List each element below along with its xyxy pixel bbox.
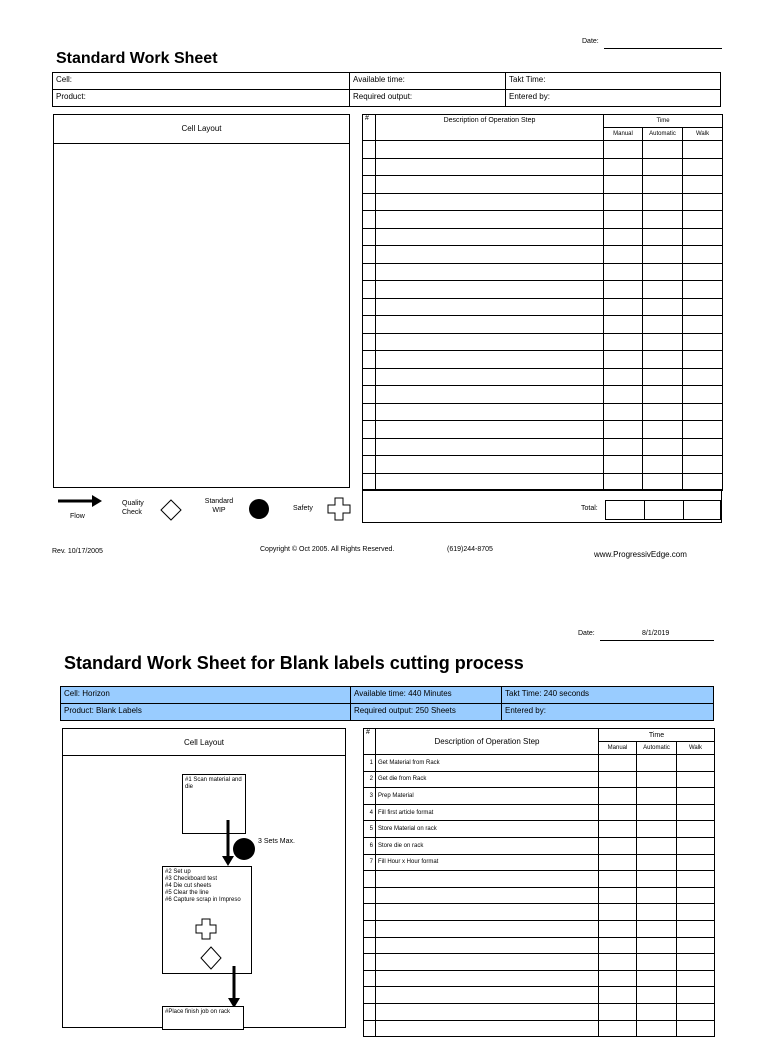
step-description-cell[interactable] — [376, 987, 599, 1004]
time-cell[interactable] — [683, 263, 723, 281]
time-cell[interactable] — [604, 176, 643, 194]
time-cell[interactable] — [599, 1020, 637, 1037]
time-cell[interactable] — [599, 837, 637, 854]
date-value: 8/1/2019 — [642, 630, 670, 637]
step-description-cell[interactable] — [376, 368, 604, 386]
time-cell[interactable] — [604, 368, 643, 386]
time-cell[interactable] — [643, 351, 683, 369]
time-cell[interactable] — [643, 333, 683, 351]
time-cell[interactable] — [604, 438, 643, 456]
step-description-cell[interactable]: Fill first article format — [376, 804, 599, 821]
time-cell[interactable] — [637, 887, 677, 904]
takt-time-field-2[interactable]: Takt Time: 240 seconds — [501, 686, 714, 704]
entered-by-field-2[interactable]: Entered by: — [501, 703, 714, 721]
time-cell[interactable] — [637, 771, 677, 788]
time-cell[interactable] — [604, 351, 643, 369]
step-number-cell[interactable] — [364, 871, 376, 888]
time-cell[interactable] — [683, 246, 723, 264]
safety-cross-icon — [195, 918, 217, 940]
time-cell[interactable] — [643, 211, 683, 229]
available-time-field[interactable]: Available time: — [349, 72, 506, 90]
time-cell[interactable] — [683, 421, 723, 439]
step-description-cell[interactable] — [376, 954, 599, 971]
step-description-cell[interactable] — [376, 937, 599, 954]
step-number-cell[interactable] — [363, 141, 376, 159]
takt-time-field[interactable]: Takt Time: — [505, 72, 721, 90]
time-cell[interactable] — [643, 176, 683, 194]
step-number-cell[interactable] — [363, 193, 376, 211]
process-box-2: #2 Set up #3 Checkboard test #4 Die cut sheets #5 Clear the line #6 Capture scrap in Impreso — [162, 866, 252, 974]
step-number-cell[interactable] — [363, 333, 376, 351]
step-description-cell[interactable] — [376, 141, 604, 159]
time-cell[interactable] — [599, 904, 637, 921]
step-number-cell[interactable] — [363, 176, 376, 194]
flow-arrow-icon — [58, 494, 104, 508]
step-number-cell[interactable] — [364, 887, 376, 904]
entered-by-field[interactable]: Entered by: — [505, 89, 721, 107]
table-row — [364, 755, 715, 772]
required-output-field[interactable]: Required output: — [349, 89, 506, 107]
time-cell[interactable] — [637, 788, 677, 805]
time-cell[interactable] — [677, 854, 715, 871]
step-number-cell[interactable] — [363, 281, 376, 299]
step-description-cell[interactable] — [376, 281, 604, 299]
time-cell[interactable] — [677, 1020, 715, 1037]
legend-standard-wip: Standard WIP — [204, 498, 234, 514]
step-description-cell[interactable] — [376, 871, 599, 888]
date-label: Date: — [582, 38, 599, 45]
table-row — [363, 421, 723, 439]
time-cell[interactable] — [637, 970, 677, 987]
time-cell[interactable] — [599, 821, 637, 838]
hash-header-2: # — [364, 729, 376, 755]
time-header: Time — [604, 115, 723, 128]
table-row — [364, 887, 715, 904]
step-number-cell[interactable] — [364, 904, 376, 921]
phone: (619)244-8705 — [447, 546, 493, 553]
step-description-cell[interactable] — [376, 887, 599, 904]
time-cell[interactable] — [643, 403, 683, 421]
table-row — [363, 298, 723, 316]
sheet-title-2: Standard Work Sheet for Blank labels cutting process — [64, 653, 524, 673]
time-cell[interactable] — [604, 298, 643, 316]
step-number-cell[interactable] — [364, 1020, 376, 1037]
table-row — [364, 954, 715, 971]
time-cell[interactable] — [599, 755, 637, 772]
total-label: Total: — [581, 505, 598, 512]
time-cell[interactable] — [637, 755, 677, 772]
time-cell[interactable] — [677, 837, 715, 854]
step-number-cell[interactable] — [364, 920, 376, 937]
step-description-cell[interactable] — [376, 456, 604, 474]
step-description-cell[interactable] — [376, 970, 599, 987]
step-number-cell[interactable]: 6 — [364, 837, 376, 854]
time-cell[interactable] — [643, 228, 683, 246]
operation-table — [362, 114, 723, 491]
time-cell[interactable] — [643, 298, 683, 316]
process-box-1: #1 Scan material and die — [182, 774, 246, 834]
step-number-cell[interactable] — [364, 970, 376, 987]
table-row — [364, 987, 715, 1004]
time-cell[interactable] — [683, 456, 723, 474]
step-number-cell[interactable] — [364, 937, 376, 954]
available-time-field-2[interactable]: Available time: 440 Minutes — [350, 686, 502, 704]
table-row — [363, 473, 723, 491]
time-cell[interactable] — [637, 854, 677, 871]
product-field-2[interactable]: Product: Blank Labels — [60, 703, 351, 721]
time-cell[interactable] — [604, 456, 643, 474]
time-cell[interactable] — [677, 937, 715, 954]
step-description-cell[interactable] — [376, 158, 604, 176]
time-cell[interactable] — [604, 246, 643, 264]
step-number-cell[interactable]: 3 — [364, 788, 376, 805]
step-description-cell[interactable] — [376, 1020, 599, 1037]
time-cell[interactable] — [683, 316, 723, 334]
step-description-cell[interactable] — [376, 193, 604, 211]
step-description-cell[interactable] — [376, 316, 604, 334]
website-link[interactable]: www.ProgressivEdge.com — [594, 550, 687, 559]
manual-header-2: Manual — [599, 742, 637, 755]
time-cell[interactable] — [604, 333, 643, 351]
time-cell[interactable] — [604, 211, 643, 229]
cell-field-2[interactable]: Cell: Horizon — [60, 686, 351, 704]
description-header-2: Description of Operation Step — [376, 729, 599, 755]
table-row — [364, 854, 715, 871]
time-cell[interactable] — [599, 771, 637, 788]
time-cell[interactable] — [604, 473, 643, 491]
time-cell[interactable] — [677, 920, 715, 937]
step-number-cell[interactable] — [363, 298, 376, 316]
step-description-cell[interactable] — [376, 438, 604, 456]
time-cell[interactable] — [677, 887, 715, 904]
wip-note: 3 Sets Max. — [258, 838, 295, 845]
description-header: Description of Operation Step — [376, 115, 604, 141]
step-description-cell[interactable] — [376, 246, 604, 264]
step-description-cell[interactable] — [376, 298, 604, 316]
time-cell[interactable] — [604, 141, 643, 159]
time-cell[interactable] — [599, 854, 637, 871]
time-cell[interactable] — [677, 804, 715, 821]
step-description-cell[interactable] — [376, 386, 604, 404]
time-cell[interactable] — [677, 954, 715, 971]
time-cell[interactable] — [683, 298, 723, 316]
time-cell[interactable] — [637, 821, 677, 838]
step-number-cell[interactable] — [363, 228, 376, 246]
total-walk[interactable] — [683, 500, 721, 520]
hash-header: # — [363, 115, 376, 141]
table-row — [363, 438, 723, 456]
date-line — [604, 48, 722, 49]
time-cell[interactable] — [637, 1003, 677, 1020]
step-number-cell[interactable] — [363, 403, 376, 421]
time-cell[interactable] — [677, 821, 715, 838]
time-cell[interactable] — [643, 421, 683, 439]
table-row — [364, 788, 715, 805]
time-cell[interactable] — [683, 438, 723, 456]
table-row — [363, 351, 723, 369]
step-number-cell[interactable] — [363, 158, 376, 176]
time-cell[interactable] — [637, 1020, 677, 1037]
cell-layout-label: Cell Layout — [181, 124, 222, 133]
time-cell[interactable] — [643, 246, 683, 264]
step-number-cell[interactable] — [363, 351, 376, 369]
step-number-cell[interactable] — [364, 1003, 376, 1020]
circle-icon — [248, 498, 270, 520]
time-cell[interactable] — [637, 837, 677, 854]
time-cell[interactable] — [677, 970, 715, 987]
time-cell[interactable] — [604, 281, 643, 299]
time-cell[interactable] — [683, 141, 723, 159]
time-cell[interactable] — [637, 804, 677, 821]
step-number-cell[interactable] — [363, 473, 376, 491]
time-cell[interactable] — [599, 920, 637, 937]
table-row — [363, 246, 723, 264]
step-description-cell[interactable] — [376, 920, 599, 937]
step-number-cell[interactable] — [363, 263, 376, 281]
time-cell[interactable] — [599, 788, 637, 805]
step-description-cell[interactable] — [376, 403, 604, 421]
time-header-2: Time — [599, 729, 715, 742]
table-row — [364, 970, 715, 987]
time-cell[interactable] — [604, 316, 643, 334]
time-cell[interactable] — [683, 228, 723, 246]
time-cell[interactable] — [677, 771, 715, 788]
cell-layout-label-2: Cell Layout — [183, 738, 225, 747]
step-number-cell[interactable] — [364, 954, 376, 971]
time-cell[interactable] — [643, 386, 683, 404]
table-row — [363, 263, 723, 281]
step-number-cell[interactable]: 1 — [364, 755, 376, 772]
step-description-cell[interactable]: Get die from Rack — [376, 771, 599, 788]
step-number-cell[interactable]: 5 — [364, 821, 376, 838]
cell-layout-area[interactable] — [53, 114, 350, 488]
step-number-cell[interactable] — [363, 368, 376, 386]
time-cell[interactable] — [643, 456, 683, 474]
time-cell[interactable] — [683, 351, 723, 369]
table-row — [364, 904, 715, 921]
time-cell[interactable] — [637, 871, 677, 888]
time-cell[interactable] — [599, 937, 637, 954]
step-description-cell[interactable] — [376, 904, 599, 921]
step-description-cell[interactable] — [376, 1003, 599, 1020]
time-cell[interactable] — [683, 386, 723, 404]
step-number-cell[interactable]: 7 — [364, 854, 376, 871]
time-cell[interactable] — [677, 788, 715, 805]
table-row — [364, 804, 715, 821]
time-cell[interactable] — [599, 970, 637, 987]
total-automatic[interactable] — [644, 500, 684, 520]
time-cell[interactable] — [604, 158, 643, 176]
step-description-cell[interactable] — [376, 351, 604, 369]
table-row — [363, 368, 723, 386]
time-cell[interactable] — [643, 193, 683, 211]
step-description-cell[interactable] — [376, 228, 604, 246]
table-row — [364, 871, 715, 888]
table-row — [363, 386, 723, 404]
legend-flow: Flow — [70, 513, 85, 520]
table-row — [363, 141, 723, 159]
cell-field[interactable]: Cell: — [52, 72, 350, 90]
time-cell[interactable] — [599, 804, 637, 821]
legend-quality: Quality Check — [122, 500, 144, 516]
circle-icon — [232, 837, 256, 861]
table-row — [364, 1020, 715, 1037]
copyright: Copyright © Oct 2005. All Rights Reserved. — [260, 546, 395, 553]
table-row — [363, 281, 723, 299]
step-number-cell[interactable] — [363, 456, 376, 474]
time-cell[interactable] — [604, 386, 643, 404]
time-cell[interactable] — [604, 228, 643, 246]
table-row — [363, 456, 723, 474]
time-cell[interactable] — [683, 333, 723, 351]
time-cell[interactable] — [637, 904, 677, 921]
step-number-cell[interactable] — [363, 438, 376, 456]
time-cell[interactable] — [643, 368, 683, 386]
step-number-cell[interactable] — [363, 211, 376, 229]
time-cell[interactable] — [604, 193, 643, 211]
table-row — [364, 920, 715, 937]
step-description-cell[interactable] — [376, 263, 604, 281]
time-cell[interactable] — [599, 887, 637, 904]
time-cell[interactable] — [604, 263, 643, 281]
step-number-cell[interactable]: 4 — [364, 804, 376, 821]
time-cell[interactable] — [677, 987, 715, 1004]
revision: Rev. 10/17/2005 — [52, 548, 103, 555]
table-row — [363, 158, 723, 176]
step-description-cell[interactable] — [376, 211, 604, 229]
safety-cross-icon — [327, 497, 351, 521]
time-cell[interactable] — [683, 158, 723, 176]
time-cell[interactable] — [637, 987, 677, 1004]
operation-table-2 — [363, 728, 715, 1037]
product-field[interactable]: Product: — [52, 89, 350, 107]
table-row — [364, 821, 715, 838]
time-cell[interactable] — [683, 368, 723, 386]
step-number-cell[interactable] — [363, 421, 376, 439]
step-description-cell[interactable] — [376, 333, 604, 351]
time-cell[interactable] — [604, 403, 643, 421]
table-row — [363, 211, 723, 229]
table-row — [363, 228, 723, 246]
table-row — [363, 333, 723, 351]
step-description-cell[interactable] — [376, 421, 604, 439]
diamond-icon — [160, 499, 182, 521]
time-cell[interactable] — [643, 263, 683, 281]
table-row — [363, 193, 723, 211]
step-number-cell[interactable] — [363, 386, 376, 404]
sheet-title: Standard Work Sheet — [56, 50, 218, 67]
time-cell[interactable] — [683, 403, 723, 421]
table-row — [364, 937, 715, 954]
step-description-cell[interactable]: Store die on rack — [376, 837, 599, 854]
walk-header: Walk — [683, 128, 723, 141]
flow-arrow-icon — [224, 964, 246, 1010]
step-number-cell[interactable] — [364, 987, 376, 1004]
table-row — [363, 403, 723, 421]
step-number-cell[interactable]: 2 — [364, 771, 376, 788]
step-description-cell[interactable] — [376, 473, 604, 491]
time-cell[interactable] — [637, 920, 677, 937]
time-cell[interactable] — [677, 1003, 715, 1020]
time-cell[interactable] — [683, 281, 723, 299]
time-cell[interactable] — [599, 1003, 637, 1020]
manual-header: Manual — [604, 128, 643, 141]
time-cell[interactable] — [683, 193, 723, 211]
date-label-2: Date: — [578, 630, 595, 637]
table-row — [363, 176, 723, 194]
walk-header-2: Walk — [677, 742, 715, 755]
legend-safety: Safety — [293, 505, 313, 512]
step-description-cell[interactable]: Fill Hour x Hour format — [376, 854, 599, 871]
step-number-cell[interactable] — [363, 246, 376, 264]
time-cell[interactable] — [643, 281, 683, 299]
time-cell[interactable] — [637, 954, 677, 971]
step-description-cell[interactable] — [376, 176, 604, 194]
time-cell[interactable] — [683, 211, 723, 229]
step-description-cell[interactable]: Prep Material — [376, 788, 599, 805]
time-cell[interactable] — [677, 871, 715, 888]
total-manual[interactable] — [605, 500, 645, 520]
step-description-cell[interactable]: Store Material on rack — [376, 821, 599, 838]
total-row — [362, 489, 722, 523]
automatic-header-2: Automatic — [637, 742, 677, 755]
table-row — [364, 1003, 715, 1020]
required-output-field-2[interactable]: Required output: 250 Sheets — [350, 703, 502, 721]
time-cell[interactable] — [677, 755, 715, 772]
time-cell[interactable] — [643, 473, 683, 491]
process-box-3: #Place finish job on rack — [162, 1006, 244, 1030]
table-row — [364, 837, 715, 854]
time-cell[interactable] — [637, 937, 677, 954]
time-cell[interactable] — [643, 438, 683, 456]
time-cell[interactable] — [683, 176, 723, 194]
time-cell[interactable] — [677, 904, 715, 921]
table-row — [363, 316, 723, 334]
table-row — [364, 771, 715, 788]
automatic-header: Automatic — [643, 128, 683, 141]
time-cell[interactable] — [643, 158, 683, 176]
step-number-cell[interactable] — [363, 316, 376, 334]
diamond-icon — [200, 946, 222, 970]
time-cell[interactable] — [599, 871, 637, 888]
time-cell[interactable] — [599, 954, 637, 971]
time-cell[interactable] — [643, 316, 683, 334]
time-cell[interactable] — [643, 141, 683, 159]
time-cell[interactable] — [683, 473, 723, 491]
step-description-cell[interactable]: Get Material from Rack — [376, 755, 599, 772]
time-cell[interactable] — [599, 987, 637, 1004]
time-cell[interactable] — [604, 421, 643, 439]
